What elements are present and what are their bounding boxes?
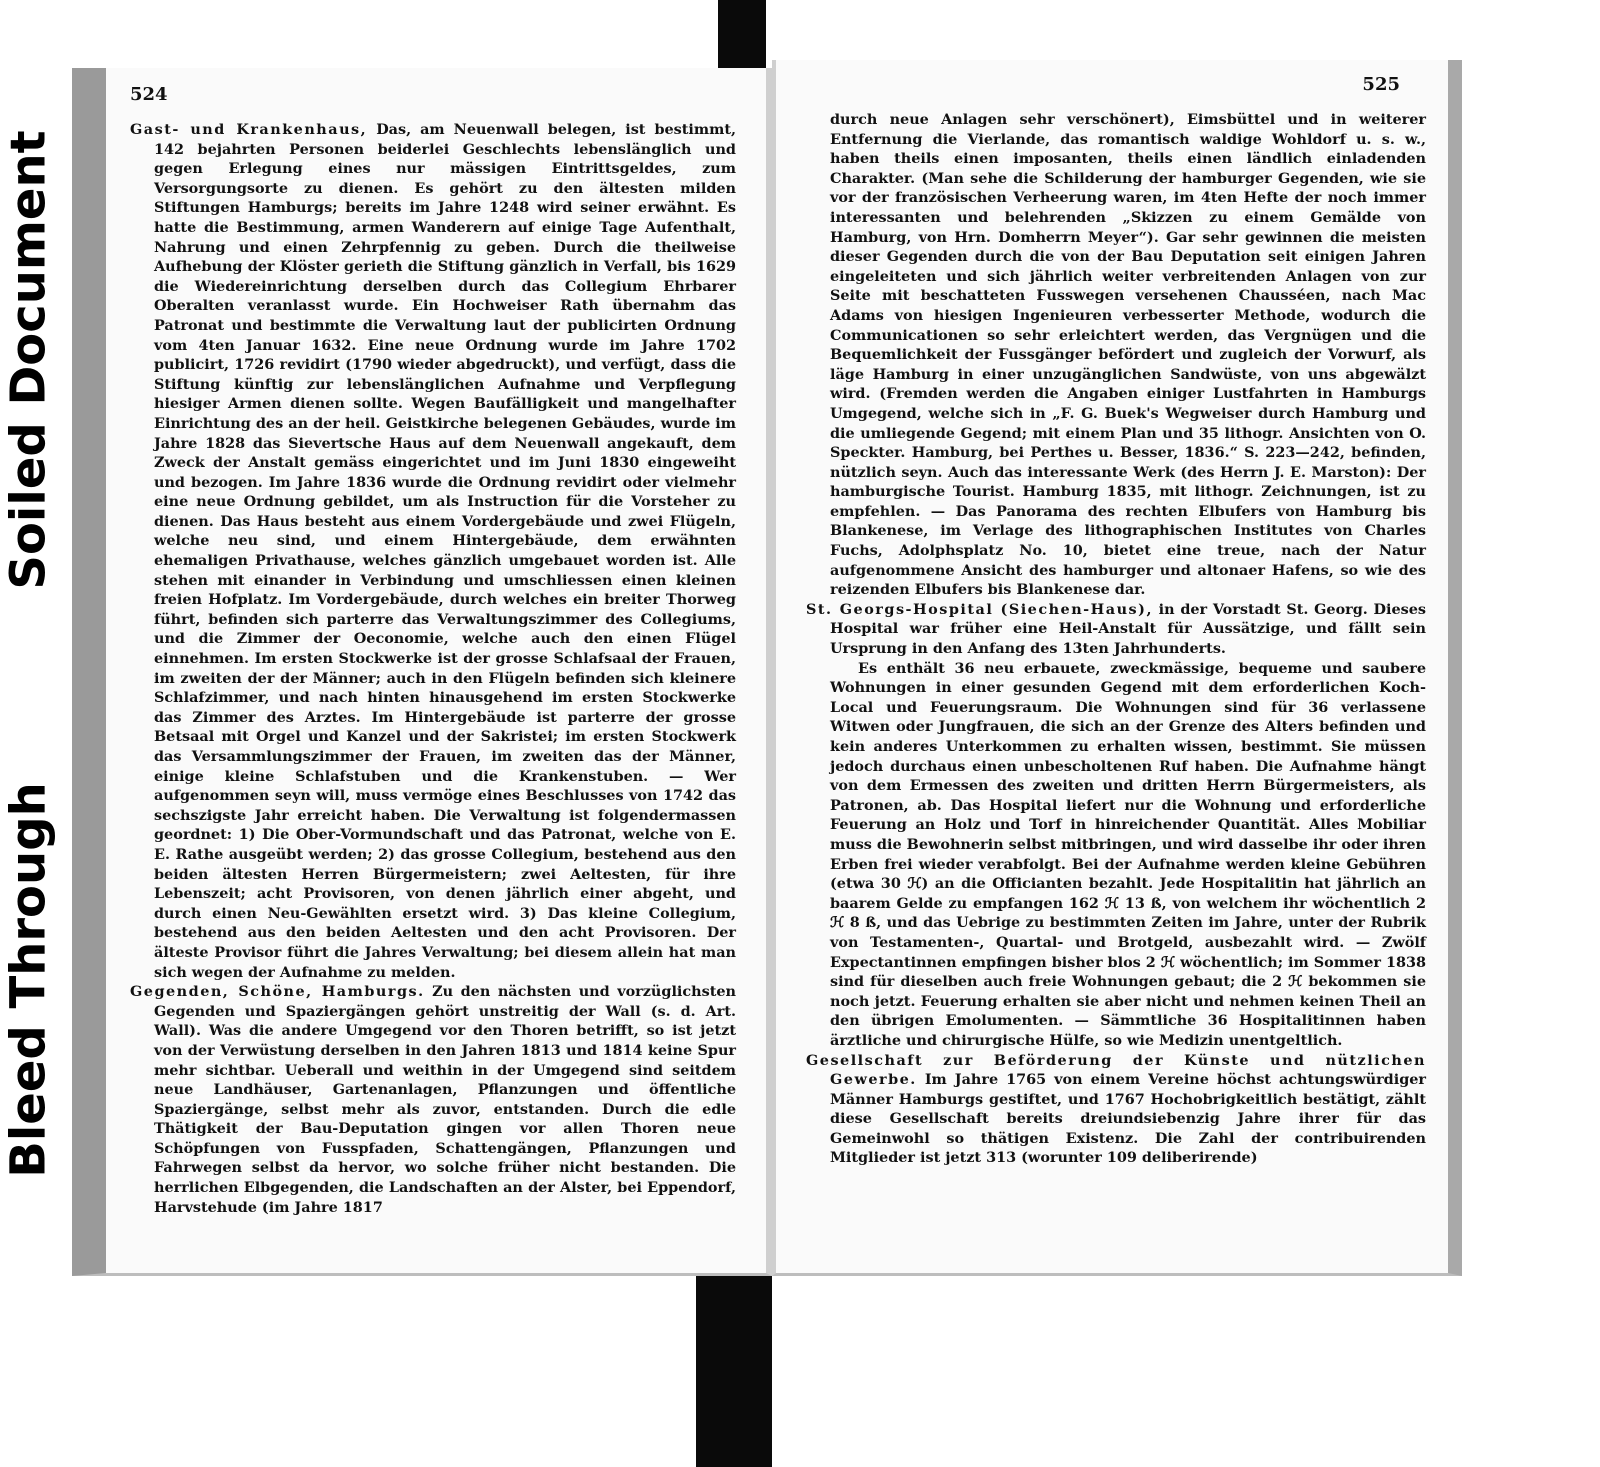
entry-text: Zu den nächsten und vorzüglichsten Gegenden und Spaziergängen gehört unstreitig der Wall (s. d. Art. Wall). Was die andere Umgegend vor den Thoren betrifft, so ist jetzt von der Verwüstung derselben in den Jahren 1813 und 1814 keine Spur mehr sichtbar. Ueberall und weithin in der Umgegend sind seitdem neue Landhäuser, Gartenanlagen, Pflanzungen und öffentliche Spaziergänge, selbst mehr als zuvor, entstanden. Durch die edle Thätigkeit der Bau-Deputation gingen vor allen Thoren neue Schöpfungen von Fusspfaden, Schattengängen, Pflanzungen und Fahrwegen selbst da hervor, wo solche früher nicht bestanden. Die herrlichen Elbgegenden, die Landschaften an der Alster, bei Eppendorf, Harvstehude (im Jahre 1817: [154, 983, 736, 1216]
soiled-document-label: [0, 120, 58, 600]
entry-text: Das, am Neuenwall belegen, ist bestimmt, 142 bejahrten Personen beiderlei Geschlechts lebenslänglich und gegen Erlegung eines nur mässigen Eintrittsgeldes, zum Versorgungsorte zu dienen. Es gehört zu den ältesten milden Stiftungen Hamburgs; bereits im Jahre 1248 wird seiner erwähnt. Es hatte die Bestimmung, armen Wanderern auf einige Tage Aufenthalt, Nahrung und einen Zehrpfennig zu geben. Durch die theilweise Aufhebung der Klöster gerieth die Stiftung gänzlich in Verfall, bis 1629 die Wiedereinrichtung derselben durch das Collegium Ehrbarer Oberalten veranlasst wurde. Ein Hochweiser Rath übernahm das Patronat und bestimmte die Verwaltung laut der publicirten Ordnung vom 4ten Januar 1632. Eine neue Ordnung wurde im Jahre 1702 publicirt, 1726 revidirt (1790 wieder abgedruckt), und verfügt, dass die Stiftung künftig zur lebenslänglichen Aufnahme und Verpflegung hiesiger Armen dienen sollte. Wegen Baufälligkeit und mangelhafter Einrichtung des an der heil. Geistkirche belegenen Gebäudes, wurde im Jahre 1828 das Sievertsche Haus auf dem Neuenwall angekauft, dem Zweck der Anstalt gemäss eingerichtet und im Juni 1830 eingeweiht und bezogen. Im Jahre 1836 wurde die Ordnung revidirt oder vielmehr eine neue Ordnung gebildet, um als Instruction für die Vorsteher zu dienen. Das Haus besteht aus einem Vordergebäude und zwei Flügeln, welche neu sind, und einem Hintergebäude, dem erwähnten ehemaligen Privathause, welches gänzlich umgebauet worden ist. Alle stehen mit einander in Verbindung und umschliessen einen kleinen freien Hofplatz. Im Vordergebäude, durch welches ein breiter Thorweg führt, befinden sich parterre das Verwaltungszimmer des Collegiums, und die Zimmer der Oeconomie, welche auch den einen Flügel einnehmen. Im ersten Stockwerke ist der grosse Schlafsaal der Frauen, im zweiten der der Männer; auch in den Flügeln befinden sich kleinere Schlafzimmer, und nach hinten hinausgehend im ersten Stockwerke das Zimmer des Arztes. Im Hintergebäude ist parterre der grosse Betsaal mit Orgel und Kanzel und der Sakristei; im ersten Stockwerk das Versammlungszimmer der Frauen, im zweiten das der Männer, einige kleine Schlafstuben und die Krankenstuben. — Wer aufgenommen seyn will, muss vermöge eines Beschlusses von 1742 das sechszigste Jahr erreicht haben. Die Verwaltung ist folgendermassen geordnet: 1) Die Ober-Vormundschaft und das Patronat, welche von E. E. Rathe ausgeübt werden; 2) das grosse Collegium, bestehend aus den beiden ältesten Herren Bürgermeistern; zwei Aeltesten, für ihre Lebenszeit; acht Provisoren, von denen jährlich einer abgeht, und durch einen Neu-Gewählten ersetzt wird. 3) Das kleine Collegium, bestehend aus den beiden Aeltesten und den acht Provisoren. Der älteste Provisor führt die Jahres Verwaltung; bei diesem allein hat man sich wegen der Aufnahme zu melden.: [154, 121, 737, 981]
left-page: [72, 68, 772, 1276]
binding-strip-bottom: [696, 1276, 772, 1467]
soiled-document-text: Soiled Document: [1, 130, 57, 590]
entry-gesellschaft-kuenste: [806, 1051, 1426, 1169]
entry-headword: St. Georgs-Hospital (Siechen-Haus),: [806, 600, 1153, 618]
entry-st-georgs-hospital: [806, 600, 1426, 1051]
bleed-through-label: [0, 770, 58, 1190]
entry-gast-und-krankenhaus: [130, 120, 736, 982]
page-number-left: 524: [130, 84, 168, 105]
entry-headword: Gast- und Krankenhaus,: [130, 121, 368, 138]
page-number-right: 525: [1362, 74, 1400, 95]
entry-continuation: [806, 110, 1426, 600]
entry-headword: Gegenden, Schöne, Hamburgs.: [130, 983, 425, 1001]
bleed-through-text: Bleed Through: [1, 782, 58, 1178]
entry-text: Im Jahre 1765 von einem Vereine höchst achtungswürdiger Männer Hamburgs gestiftet, und 1767 Hochobrigkeitlich bestätigt, zählt diese Gesellschaft bereits dreiundsiebenzig Jahre ihrer für das Gemeinwohl so thätigen Existenz. Die Zahl der contribuirenden Mitglieder ist jetzt 313 (worunter 109 deliberirende): [830, 1071, 1426, 1167]
entry-paragraph: [130, 120, 736, 982]
entry-paragraph: [130, 982, 736, 1217]
entry-text: in der Vorstadt St. Georg. Dieses Hospital war früher eine Heil-Anstalt für Aussätzige, und fällt sein Ursprung in den Anfang des 13ten Jahrhunderts.: [830, 600, 1426, 658]
entry-headword: Gesellschaft zur Beförderung der Künste und nützlichen Gewerbe.: [806, 1051, 1426, 1089]
entry-paragraph-2: Es enthält 36 neu erbauete, zweckmässige, bequeme und saubere Wohnungen in einer gesunden Gegend mit dem erforderlichen Koch-Local und Feuerungsraum. Die Wohnungen sind für 36 verlassene Witwen oder Jungfrauen, die sich an der Grenze des Alters befinden und kein anderes Unterkommen zu erhalten wissen, bestimmt. Sie müssen jedoch durchaus einen unbescholtenen Ruf haben. Die Aufnahme hängt von dem Ermessen des zweiten und dritten Herrn Bürgermeisters, als Patronen, ab. Das Hospital liefert nur die Wohnung und erforderliche Feuerung an Holz und Torf in hinreichender Quantität. Alles Mobiliar muss die Bewohnerin selbst mitbringen, und wird dasselbe ihr oder ihren Erben frei wieder verabfolgt. Bei der Aufnahme werden kleine Gebühren (etwa 30 ℋ) an die Officianten bezahlt. Jede Hospitalitin hat jährlich an baarem Gelde zu empfangen 162 ℋ 13 ß, von welchem ihr wöchentlich 2 ℋ 8 ß, und das Uebrige zu bestimmten Zeiten im Jahre, unter der Rubrik von Testamenten-, Quartal- und Brotgeld, ausbezahlt wird. — Zwölf Expectantinnen empfingen bisher blos 2 ℋ wöchentlich; im Sommer 1838 sind für dieselben auch freie Wohnungen gebaut; die 2 ℋ bekommen sie noch jetzt. Feuerung erhalten sie aber nicht und nehmen keinen Theil an den übrigen Emolumenten. — Sämmtliche 36 Hospitalitinnen haben ärztliche und chirurgische Hülfe, so wie Medizin unentgeltlich.: [830, 659, 1426, 1049]
right-page: [772, 60, 1462, 1276]
entry-paragraph: [806, 600, 1426, 659]
entry-paragraph: [806, 1051, 1426, 1169]
binding-strip-top: [718, 0, 766, 74]
entry-gegenden-schoene-hamburgs: [130, 982, 736, 1217]
continuation-text: durch neue Anlagen sehr verschönert), Eimsbüttel und in weiterer Entfernung die Vierlande, das romantisch waldige Wohldorf u. s. w., haben theils einen imposanten, theils einen ländlich einladenden Charakter. (Man sehe die Schilderung der hamburger Gegenden, wie sie vor der französischen Verheerung waren, im 4ten Hefte der noch immer interessanten und belehrenden „Skizzen zu einem Gemälde von Hamburg, von Hrn. Domherrn Meyer“). Gar sehr gewinnen die meisten dieser Gegenden durch die von der Bau Deputation seit einigen Jahren eingeleiteten und sich jährlich weiter verbreitenden Anlagen von zur Seite mit beschatteten Fusswegen versehenen Chausséen, nach Mac Adams von hiesigen Ingenieuren verbesserter Methode, wodurch die Communicationen so sehr erleichtert werden, das Vergnügen und die Bequemlichkeit der Fussgänger befördert und zugleich der Vorwurf, als läge Hamburg in einer unzugänglichen Sandwüste, von uns abgewälzt wird. (Fremden werden die Angaben einiger Lustfahrten in Hamburgs Umgegend, welche sich in „F. G. Buek's Wegweiser durch Hamburg und die umliegende Gegend; mit einem Plan und 35 lithogr. Ansichten von O. Speckter. Hamburg, bei Perthes u. Besser, 1836.“ S. 223—242, befinden, nützlich seyn. Auch das interessante Werk (des Herrn J. E. Marston): Der hamburgische Tourist. Hamburg 1835, mit lithogr. Zeichnungen, ist zu empfehlen. — Das Panorama des rechten Elbufers von Hamburg bis Blankenese, im Verlage des lithographischen Institutes von Charles Fuchs, Adolphsplatz No. 10, bietet eine treue, nach der Natur aufgenommene Ansicht des hamburger und altonaer Hafens, so wie des reizenden Elbufers bis Blankenese dar.: [830, 111, 1426, 599]
